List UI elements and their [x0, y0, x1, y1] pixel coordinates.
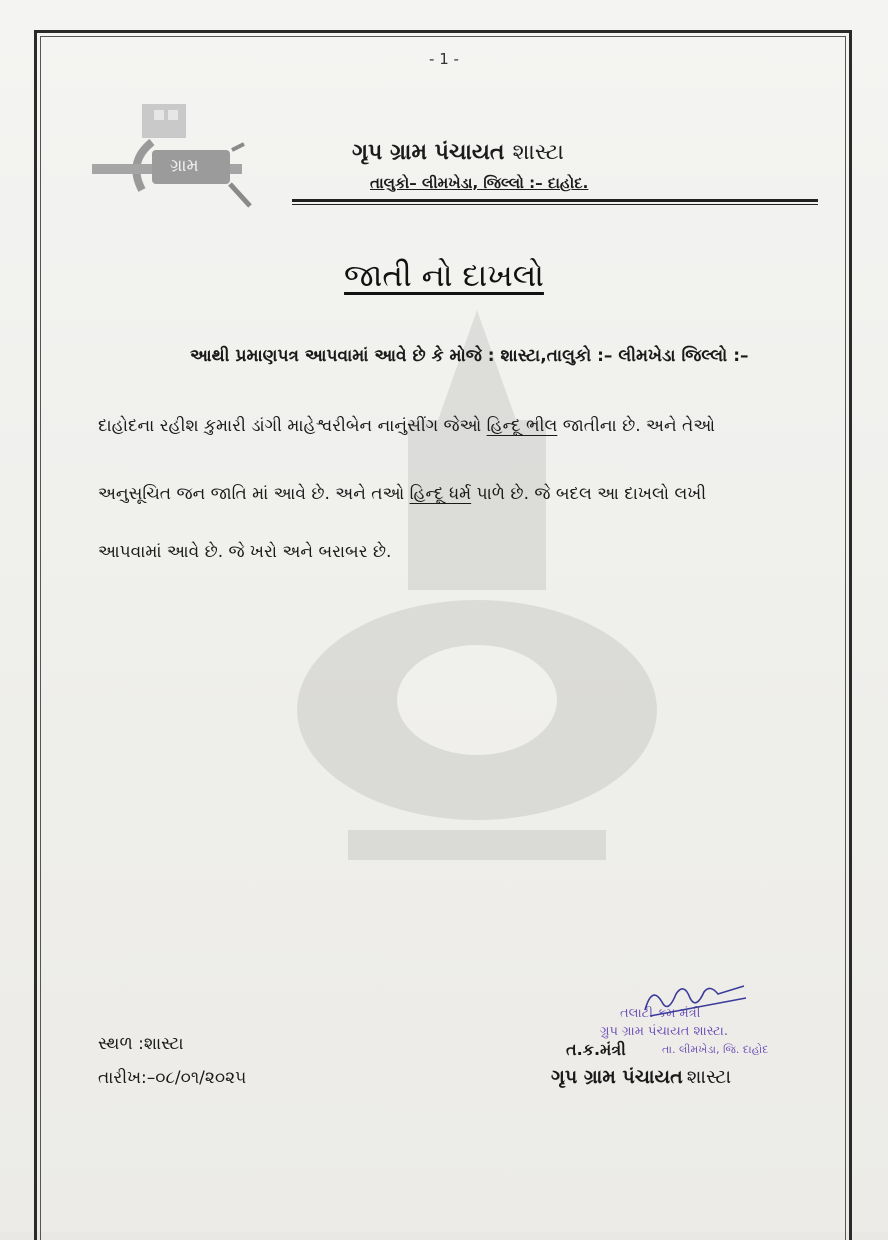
panchayat-village: શાસ્ટા	[512, 140, 564, 165]
signatory-title: ત.ક.મંત્રી	[566, 1040, 626, 1059]
stamp-line-3: તા. લીમખેડા, જિ. દાહોદ	[662, 1043, 769, 1056]
signatory-office	[551, 1066, 731, 1088]
signatory-office-name: ગૃપ ગ્રામ પંચાયત	[551, 1066, 683, 1088]
certificate-line-4: આપવામાં આવે છે. જે ખરો અને બરાબર છે.	[98, 542, 392, 562]
panchayat-name	[352, 140, 564, 165]
line-2-end: જાતીના છે. અને તેઓ	[557, 416, 715, 436]
stamp-line-1: તલાટી કમ મંત્રી	[620, 1006, 701, 1021]
line-3-end: પાળે છે. જે બદલ આ દાખલો લખી	[471, 484, 707, 504]
page-number: - 1 -	[429, 50, 459, 68]
stamp-line-2: ગ્રુપ ગ્રામ પંચાયત શાસ્ટા.	[600, 1024, 728, 1039]
signatory-village: શાસ્ટા	[686, 1066, 732, 1088]
caste-value: હિન્દૂ ભીલ	[486, 416, 558, 436]
place-field: સ્થળ :શાસ્ટા	[98, 1034, 184, 1054]
emblem-watermark-icon	[288, 300, 666, 940]
gram-logo	[92, 100, 262, 210]
certificate-line-2	[98, 416, 715, 436]
date-field: તારીખ:–૦૮/૦૧/૨૦૨૫	[98, 1068, 247, 1088]
certificate-title: જાતી નો દાખલો	[344, 258, 544, 294]
panchayat-address: તાલુકો– લીમખેડા, જિલ્લો :– દાહોદ.	[370, 174, 589, 192]
logo-text: ગ્રામ	[170, 156, 199, 176]
header-divider	[292, 199, 818, 205]
certificate-line-3	[98, 484, 706, 504]
gram-logo-icon	[92, 100, 262, 210]
line-2-start: દાહોદના રહીશ કુમારી ડાંગી માહેશ્વરીબેન નાનુંસીંગ જેઓ	[98, 416, 487, 436]
line-3-start: અનુસૂચિત જન જાતિ માં આવે છે. અને તઓ	[98, 484, 410, 504]
certificate-line-1: આથી પ્રમાણપત્ર આપવામાં આવે છે કે મોજે : શાસ્ટા,તાલુકો :– લીમખેડા જિલ્લો :–	[190, 346, 749, 366]
handwritten-signature-icon	[640, 980, 750, 1020]
religion-value: હિન્દૂ ધર્મ	[409, 484, 472, 504]
panchayat-title: ગૃપ ગ્રામ પંચાયત	[352, 140, 505, 165]
